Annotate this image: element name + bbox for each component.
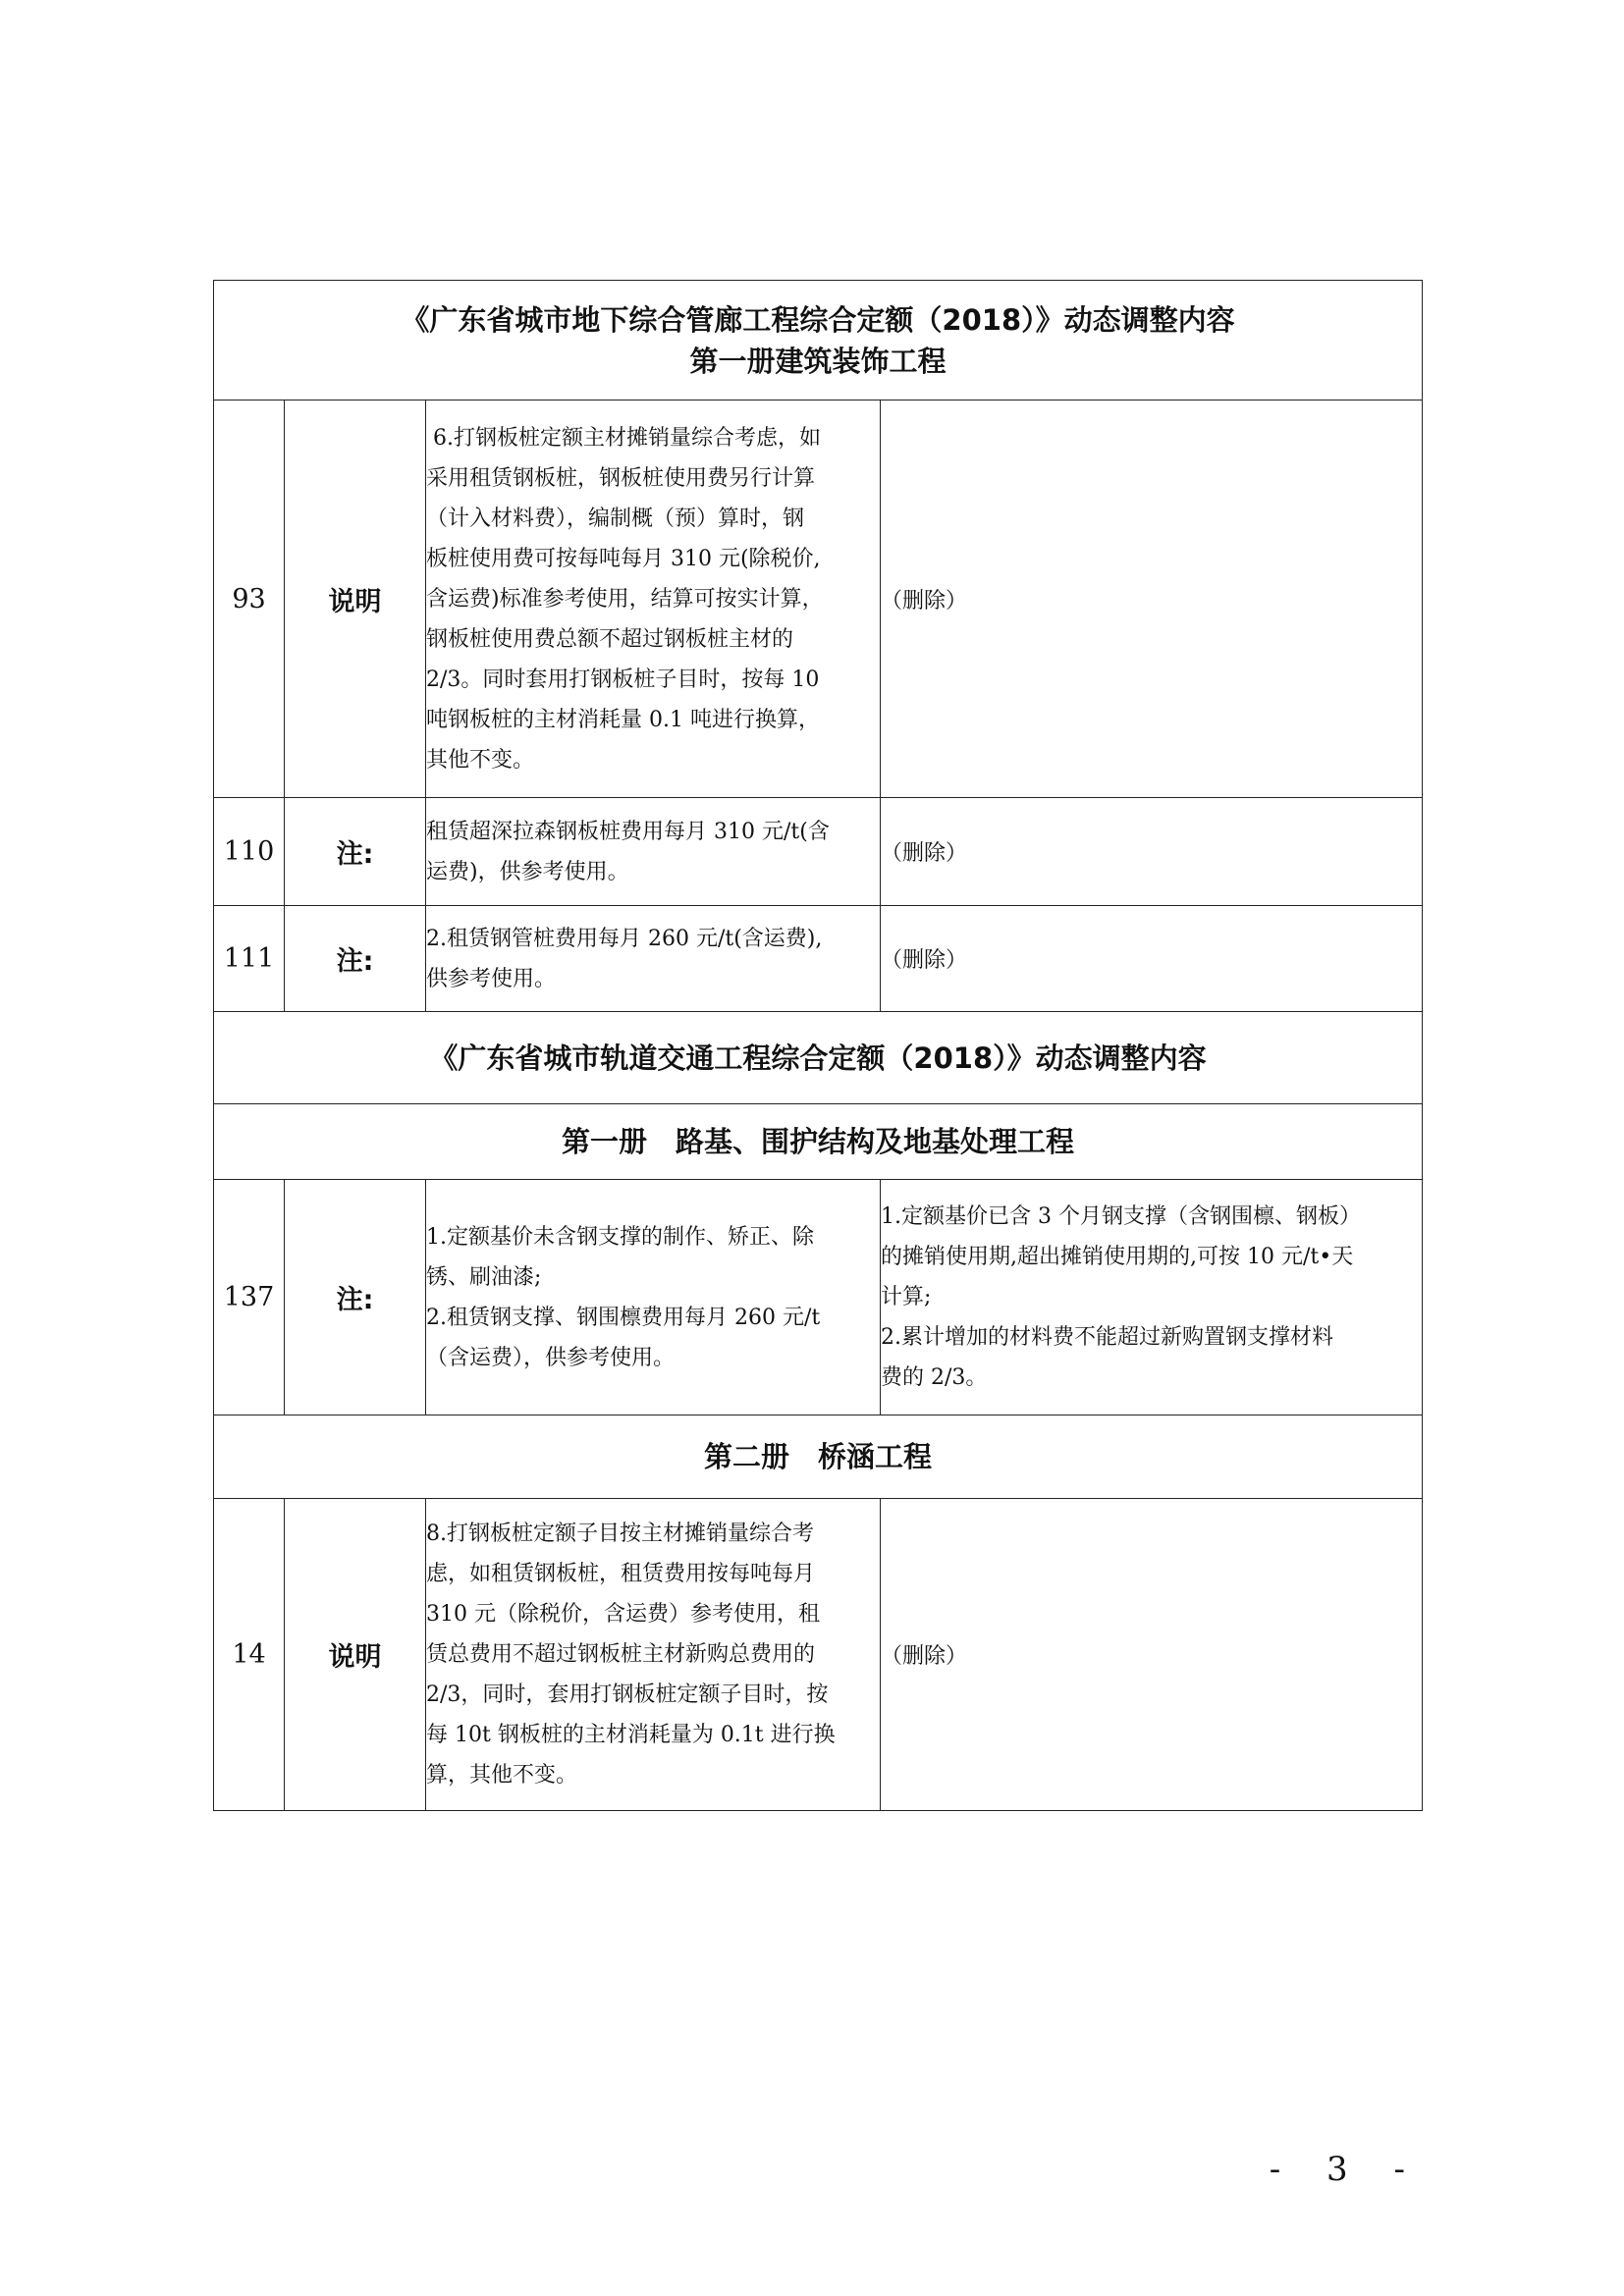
item-number: 110 xyxy=(214,798,285,906)
volume-title: 第一册建筑装饰工程 xyxy=(689,344,947,378)
table-row xyxy=(214,906,1423,1012)
item-label: 注: xyxy=(285,906,426,1012)
section-title: 《广东省城市地下综合管廊工程综合定额（2018）》动态调整内容 xyxy=(401,302,1235,337)
page-number: - 3 - xyxy=(1269,2150,1423,2189)
volume-title: 第一册 路基、围护结构及地基处理工程 xyxy=(214,1104,1423,1180)
item-number: 111 xyxy=(214,906,285,1012)
section-header-row xyxy=(214,1012,1423,1104)
adjusted-text: （删除） xyxy=(881,906,1423,1012)
adjusted-text: （删除） xyxy=(881,798,1423,906)
item-label: 注: xyxy=(285,798,426,906)
original-text: 1.定额基价未含钢支撑的制作、矫正、除 锈、刷油漆; 2.租赁钢支撑、钢围檩费用每月 260 元/t （含运费），供参考使用。 xyxy=(426,1180,881,1415)
item-number: 93 xyxy=(214,400,285,798)
adjusted-text: （删除） xyxy=(881,1499,1423,1811)
volume-header-row xyxy=(214,1415,1423,1499)
section-header xyxy=(214,281,1423,400)
original-text: 租赁超深拉森钢板桩费用每月 310 元/t(含 运费)，供参考使用。 xyxy=(426,798,881,906)
adjusted-text: （删除） xyxy=(881,400,1423,798)
section-title: 《广东省城市轨道交通工程综合定额（2018）》动态调整内容 xyxy=(214,1012,1423,1104)
volume-header-row xyxy=(214,1104,1423,1180)
original-text: 2.租赁钢管桩费用每月 260 元/t(含运费), 供参考使用。 xyxy=(426,906,881,1012)
item-number: 137 xyxy=(214,1180,285,1415)
table-row xyxy=(214,798,1423,906)
table-row xyxy=(214,1180,1423,1415)
item-label: 注: xyxy=(285,1180,426,1415)
original-text: 6.打钢板桩定额主材摊销量综合考虑，如 采用租赁钢板桩，钢板桩使用费另行计算 （计入材料费），编制概（预）算时，钢 板桩使用费可按每吨每月 310 元(除税价, 含运费)标准参考使用，结算可按实计算， 钢板桩使用费总额不超过钢板桩主材的 2/3。同时套用打钢板桩子目时，按每 10 吨钢板桩的主材消耗量 0.1 吨进行换算， 其他不变。 xyxy=(426,400,881,798)
original-text: 8.打钢板桩定额子目按主材摊销量综合考 虑，如租赁钢板桩，租赁费用按每吨每月 310 元（除税价，含运费）参考使用，租 赁总费用不超过钢板桩主材新购总费用的 2/3，同时，套用打钢板桩定额子目时，按 每 10t 钢板桩的主材消耗量为 0.1t 进行换 算，其他不变。 xyxy=(426,1499,881,1811)
item-label: 说明 xyxy=(285,400,426,798)
item-label: 说明 xyxy=(285,1499,426,1811)
adjusted-text: 1.定额基价已含 3 个月钢支撑（含钢围檩、钢板） 的摊销使用期,超出摊销使用期的,可按 10 元/t•天 计算; 2.累计增加的材料费不能超过新购置钢支撑材料 费的 2/3。 xyxy=(881,1180,1423,1415)
adjustment-table xyxy=(213,280,1423,1811)
item-number: 14 xyxy=(214,1499,285,1811)
section-header-row xyxy=(214,281,1423,400)
volume-title: 第二册 桥涵工程 xyxy=(214,1415,1423,1499)
table-row xyxy=(214,1499,1423,1811)
table-row xyxy=(214,400,1423,798)
